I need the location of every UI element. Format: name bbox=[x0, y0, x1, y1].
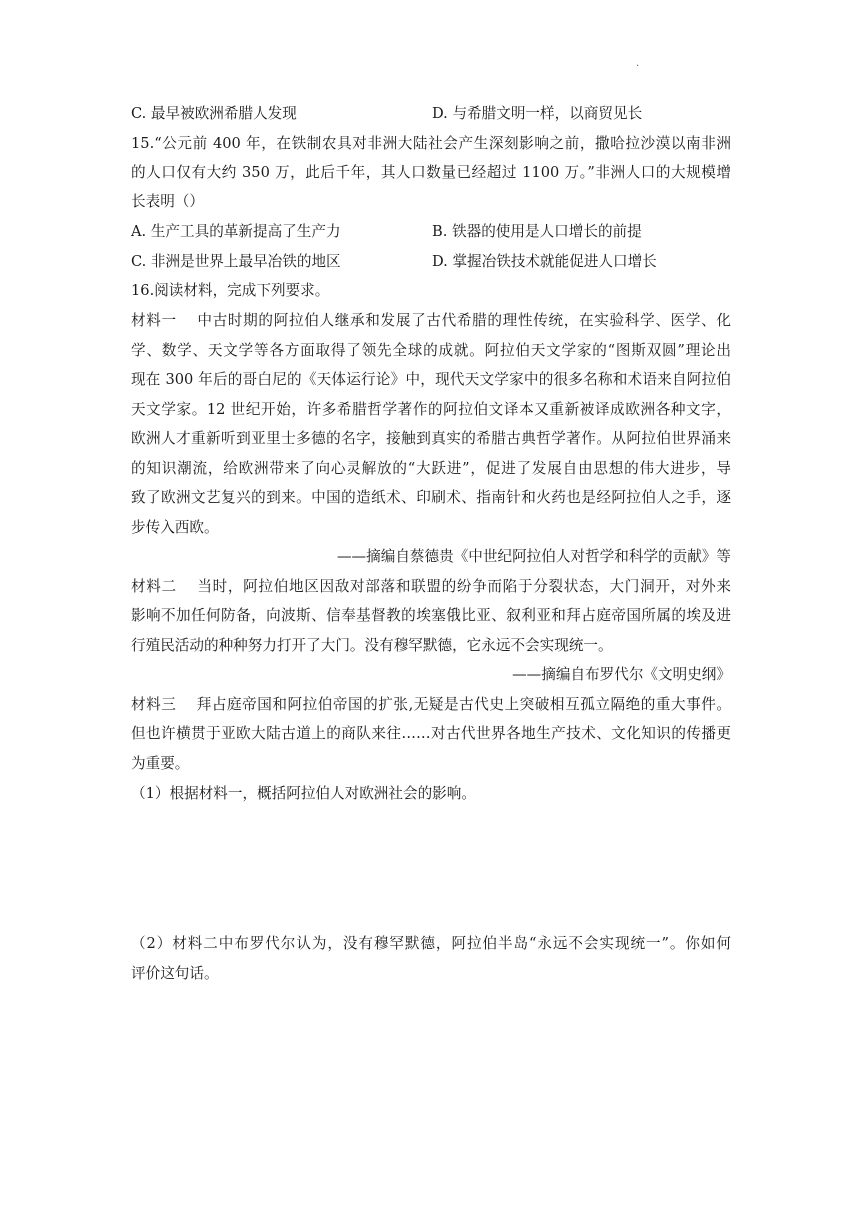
q15-option-b: B. 铁器的使用是人口增长的前提 bbox=[432, 223, 642, 240]
material1-line-6: 的知识潮流，给欧洲带来了向心灵解放的“大跃进”，促进了发展自由思想的伟大进步，导 bbox=[131, 460, 731, 477]
material1-line-5: 欧洲人才重新听到亚里士多德的名字，接触到真实的希腊古典哲学著作。从阿拉伯世界涌来 bbox=[131, 430, 731, 447]
q14-option-c: C. 最早被欧洲希腊人发现 bbox=[131, 105, 297, 122]
material2-source: ——摘编自布罗代尔《文明史纲》 bbox=[512, 666, 731, 683]
q15-option-d: D. 掌握冶铁技术就能促进人口增长 bbox=[432, 253, 657, 270]
q15-stem-line-1: 15.“公元前 400 年，在铁制农具对非洲大陆社会产生深刻影响之前，撒哈拉沙漠以南非洲 bbox=[131, 135, 731, 152]
material3-line-2: 但也许横贯于亚欧大陆古道上的商队来往……对古代世界各地生产技术、文化知识的传播更 bbox=[131, 725, 731, 742]
q15-stem-line-2: 的人口仅有大约 350 万，此后千年，其人口数量已经超过 1100 万。”非洲人口的大规模增 bbox=[131, 164, 731, 181]
material1-line-4: 天文学家。12 世纪开始，许多希腊哲学著作的阿拉伯文译本又重新被译成欧洲各种文字， bbox=[131, 401, 731, 418]
q16-intro: 16.阅读材料，完成下列要求。 bbox=[131, 282, 330, 299]
material3-line-1: 材料三 拜占庭帝国和阿拉伯帝国的扩张,无疑是古代史上突破相互孤立隔绝的重大事件。 bbox=[131, 696, 731, 713]
material2-line-3: 行殖民活动的种种努力打开了大门。没有穆罕默德，它永远不会实现统一。 bbox=[131, 637, 613, 654]
material2-line-2: 影响不加任何防备，向波斯、信奉基督教的埃塞俄比亚、叙利亚和拜占庭帝国所属的埃及进 bbox=[131, 607, 731, 624]
material3-line-3: 为重要。 bbox=[131, 755, 190, 772]
material1-line-2: 学、数学、天文学等各方面取得了领先全球的成就。阿拉伯天文学家的“图斯双圆”理论出 bbox=[131, 342, 731, 359]
material1-source: ——摘编自蔡德贵《中世纪阿拉伯人对哲学和科学的贡献》等 bbox=[336, 548, 731, 565]
q15-option-a: A. 生产工具的革新提高了生产力 bbox=[131, 223, 341, 240]
material1-line-8: 步传入西欧。 bbox=[131, 519, 219, 536]
material2-line-1: 材料二 当时，阿拉伯地区因敌对部落和联盟的纷争而陷于分裂状态，大门洞开，对外来 bbox=[131, 578, 731, 595]
question-1: （1）根据材料一，概括阿拉伯人对欧洲社会的影响。 bbox=[131, 785, 476, 802]
page-mark: . bbox=[636, 58, 640, 69]
material1-line-1: 材料一 中古时期的阿拉伯人继承和发展了古代希腊的理性传统，在实验科学、医学、化 bbox=[131, 312, 731, 329]
q15-option-c: C. 非洲是世界上最早冶铁的地区 bbox=[131, 253, 341, 270]
q14-option-d: D. 与希腊文明一样，以商贸见长 bbox=[432, 105, 643, 122]
q15-stem-line-3: 长表明（） bbox=[131, 193, 204, 210]
question-2-line-1: （2）材料二中布罗代尔认为，没有穆罕默德，阿拉伯半岛“永远不会实现统一”。你如何 bbox=[131, 935, 731, 952]
question-2-line-2: 评价这句话。 bbox=[131, 965, 219, 982]
material1-line-7: 致了欧洲文艺复兴的到来。中国的造纸术、印刷术、指南针和火药也是经阿拉伯人之手，逐 bbox=[131, 489, 731, 506]
material1-line-3: 现在 300 年后的哥白尼的《天体运行论》中，现代天文学家中的很多名称和术语来自阿拉伯 bbox=[131, 371, 731, 388]
